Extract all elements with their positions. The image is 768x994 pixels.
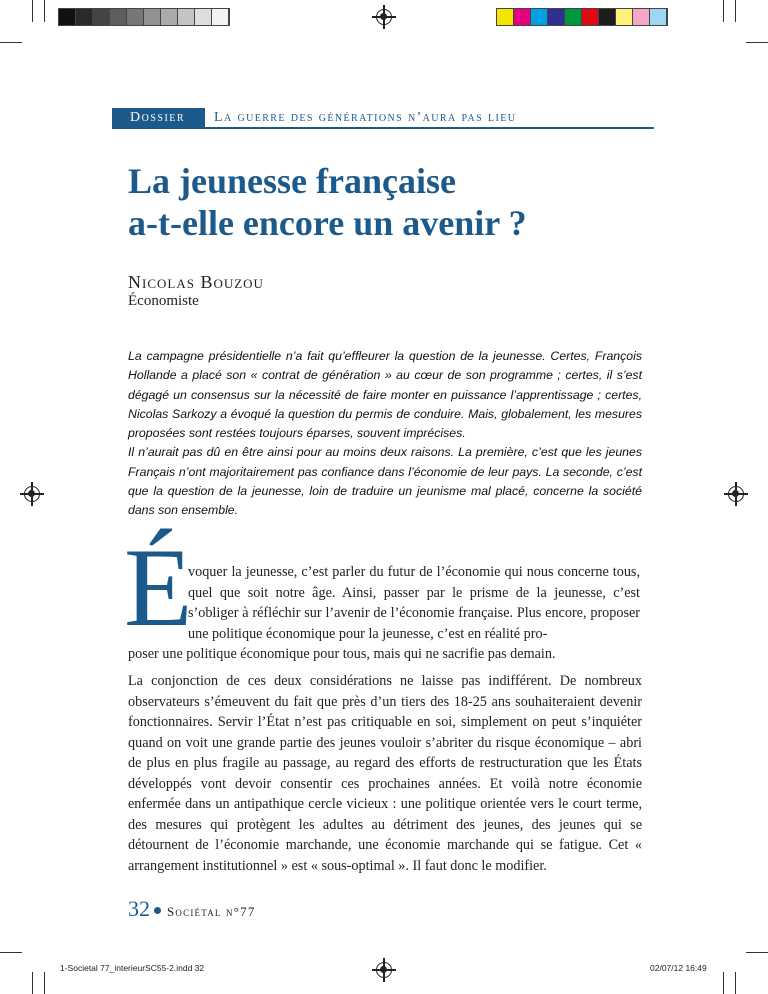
- lead-text-2: Il n’aurait pas dû en être ainsi pour au moins deux raisons. La première, c’est que les jeunes Français n’ont majoritairement pas confiance dans l’économie de leur pays. La seconde, c’est que la question de la jeunesse, loin de traduire un jeunisme mal placé, concerne la société dans son ensemble.: [128, 445, 642, 518]
- body-paragraph-1-end: poser une politique économique pour tous, mais qui ne sacrifie pas demain.: [128, 646, 556, 662]
- body-paragraph-2: La conjonction de ces deux considérations ne laisse pas indifférent. De nombreux observateurs s’émeuvent du fait que près d’un tiers des 18-25 ans souhaiteraient devenir fonctionnaires. Servir l’État n’est pas critiquable en soi, simplement on peut s’inquiéter quand on voit une grande partie des jeunes vouloir s’abriter du risque économique – abri de plus en plus fragile au passage, au regard des efforts de restructuration que les États développés vont devoir consentir ces prochaines années. Et voilà notre économie enfermée dans un antipathique cercle vicieux : une politique orientée vers le court terme, des mesures qui protègent les adultes au détriment des jeunes, des jeunes qui se détournent de l’économie marchande, une économie marchande qui se fatigue. Cet « arrangement institutionnel » est « sous-optimal ». Il faut donc le modifier.: [128, 673, 642, 874]
- crop-mark: [723, 972, 724, 994]
- drop-cap: É: [124, 526, 193, 650]
- crop-mark: [723, 0, 724, 22]
- gray-calibration-bar: [58, 8, 230, 26]
- calibration-swatch: [514, 9, 531, 25]
- calibration-swatch: [195, 9, 212, 25]
- calibration-swatch: [110, 9, 127, 25]
- registration-mark-icon: [376, 9, 392, 25]
- calibration-swatch: [212, 9, 229, 25]
- journal-name: Sociétal n°77: [167, 904, 256, 919]
- section-tag: Dossier: [112, 108, 205, 127]
- calibration-swatch: [565, 9, 582, 25]
- registration-mark-icon: [728, 486, 744, 502]
- crop-mark: [32, 972, 33, 994]
- page-footer: [128, 896, 256, 922]
- calibration-swatch: [161, 9, 178, 25]
- crop-mark: [0, 42, 22, 43]
- registration-mark-icon: [376, 962, 392, 978]
- crop-mark: [44, 0, 45, 22]
- calibration-swatch: [497, 9, 514, 25]
- calibration-swatch: [127, 9, 144, 25]
- calibration-swatch: [582, 9, 599, 25]
- title-line-2: a-t-elle encore un avenir ?: [128, 203, 527, 243]
- color-calibration-bar: [496, 8, 668, 26]
- file-slug: 1-Societal 77_interieurSC55-2.indd 32: [60, 963, 205, 973]
- header-rule: [112, 127, 654, 129]
- author-name: Nicolas Bouzou: [128, 272, 264, 292]
- calibration-swatch: [144, 9, 161, 25]
- author-role: Économiste: [128, 293, 199, 309]
- crop-mark: [44, 972, 45, 994]
- crop-mark: [0, 952, 22, 953]
- crop-mark: [735, 0, 736, 22]
- calibration-swatch: [616, 9, 633, 25]
- crop-mark: [735, 972, 736, 994]
- calibration-swatch: [633, 9, 650, 25]
- registration-mark-icon: [24, 486, 40, 502]
- calibration-swatch: [93, 9, 110, 25]
- article-title: [128, 160, 527, 244]
- calibration-swatch: [531, 9, 548, 25]
- crop-mark: [746, 952, 768, 953]
- lead-paragraph: [128, 347, 642, 521]
- calibration-swatch: [599, 9, 616, 25]
- crop-mark: [746, 42, 768, 43]
- title-line-1: La jeunesse française: [128, 161, 456, 201]
- print-timestamp: 02/07/12 16:49: [650, 963, 707, 973]
- calibration-swatch: [59, 9, 76, 25]
- page-number: 32: [128, 896, 150, 921]
- section-title: La guerre des générations n’aura pas lieu: [214, 110, 517, 125]
- calibration-swatch: [650, 9, 667, 25]
- lead-text-1: La campagne présidentielle n’a fait qu’effleurer la question de la jeunesse. Certes, François Hollande a placé son « contrat de génération » au cœur de son programme ; certes, il s’est dégagé un consensus sur la nécessité de faire monter en puissance l’apprentissage ; certes, Nicolas Sarkozy a évoqué la question du permis de conduire. Mais, globalement, les mesures proposées sont restées toujours éparses, souvent imprécises.: [128, 349, 642, 441]
- body-paragraph-1: voquer la jeunesse, c’est parler du futur de l’économie qui nous concerne tous, quel que soit notre âge. Ainsi, passer par le prisme de la jeunesse, c’est s’obliger à réfléchir sur l’avenir de l’économie française. Plus encore, proposer une politique économique pour la jeunesse, c’est en réalité pro-: [188, 564, 640, 642]
- calibration-swatch: [548, 9, 565, 25]
- crop-mark: [32, 0, 33, 22]
- calibration-swatch: [76, 9, 93, 25]
- calibration-swatch: [178, 9, 195, 25]
- bullet-icon: [154, 907, 161, 914]
